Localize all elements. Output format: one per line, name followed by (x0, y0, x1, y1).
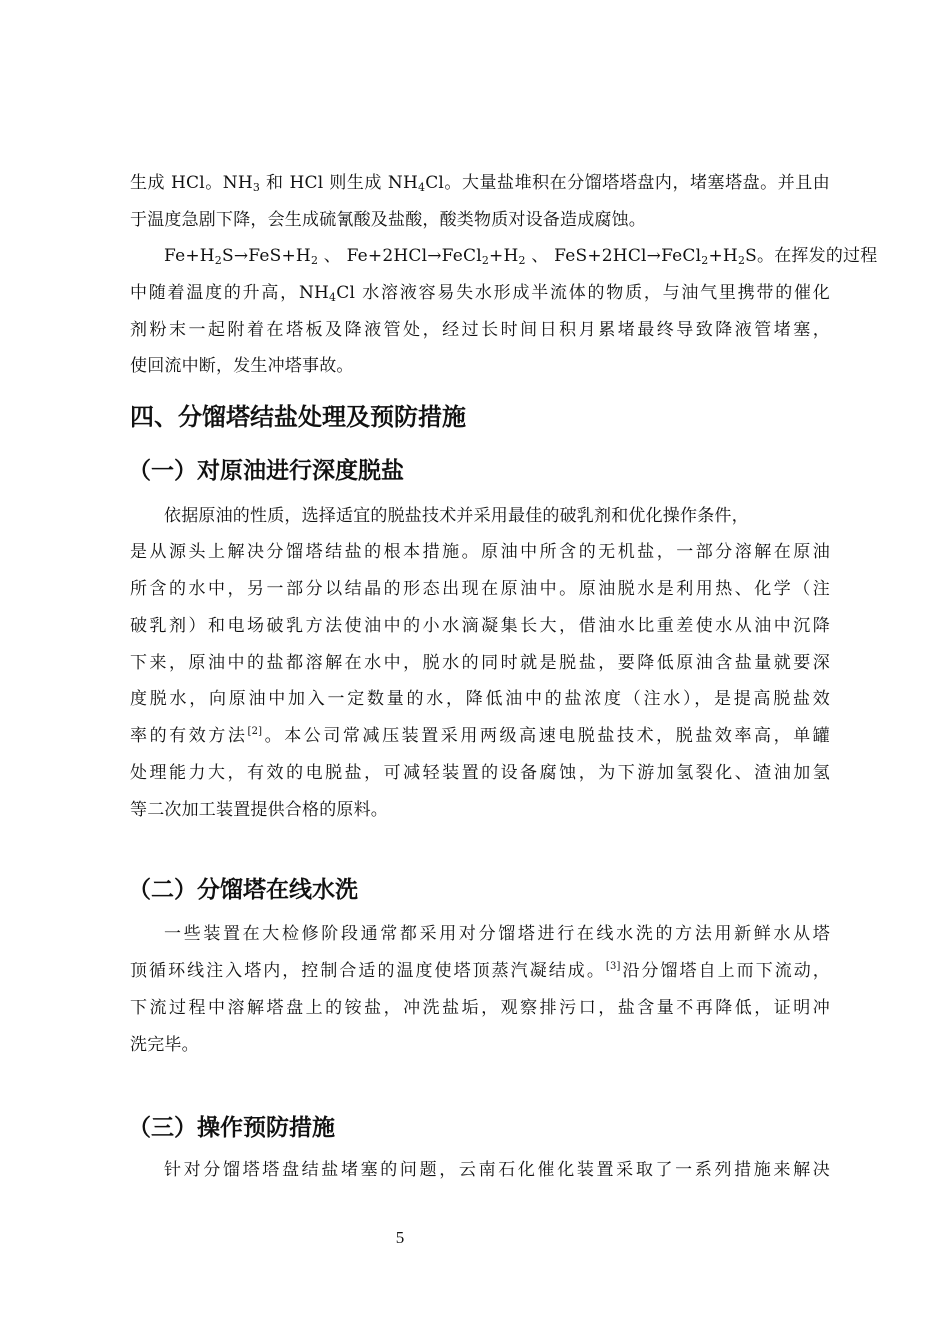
body-text-line: 一些装置在大检修阶段通常都采用对分馏塔进行在线水洗的方法用新鲜水从塔 (164, 924, 830, 944)
body-text-line: 度脱水，向原油中加入一定数量的水，降低油中的盐浓度（注水），是提高脱盐效 (130, 689, 830, 709)
page-number: 5 (395, 1228, 405, 1247)
body-text-line: 顶循环线注入塔内，控制合适的温度使塔顶蒸汽凝结成。[3]沿分馏塔自上而下流动， (130, 961, 831, 981)
body-text-line: 下来，原油中的盐都溶解在水中，脱水的同时就是脱盐，要降低原油含盐量就要深 (130, 653, 830, 673)
body-text-line: 使回流中断，发生冲塔事故。 (130, 356, 354, 376)
reaction-equations-line: $Fe+H_2S\to FeS+H_2$ 、 $Fe+2HCl\to FeCl_2+H_2$ 、 $FeS+2HCl\to FeCl_2+H_2S$。在挥发的过程 (164, 246, 878, 267)
body-text-line: 针对分馏塔塔盘结盐堵塞的问题，云南石化催化装置采取了一系列措施来解决 (164, 1160, 830, 1180)
body-text-line: 破乳剂）和电场破乳方法使油中的小水滴凝集长大，借油水比重差使水从油中沉降 (130, 616, 830, 636)
body-text-line: 中随着温度的升高，$NH_4Cl$ 水溶液容易失水形成半流体的物质，与油气里携带的催化 (130, 283, 830, 304)
subsection-heading: （二）分馏塔在线水洗 (128, 877, 358, 903)
body-text-line: 等二次加工装置提供合格的原料。 (130, 800, 388, 820)
body-text-line: 依据原油的性质，选择适宜的脱盐技术并采用最佳的破乳剂和优化操作条件， (164, 506, 749, 526)
body-text-line: 剂粉末一起附着在塔板及降液管处，经过长时间日积月累堵最终导致降液管堵塞， (130, 320, 830, 340)
body-text-line: 于温度急剧下降，会生成硫氰酸及盐酸，酸类物质对设备造成腐蚀。 (130, 210, 646, 230)
body-text-line: 所含的水中，另一部分以结晶的形态出现在原油中。原油脱水是利用热、化学（注 (130, 579, 830, 599)
body-text-line: 洗完毕。 (130, 1035, 199, 1055)
body-text-line: 处理能力大，有效的电脱盐，可减轻装置的设备腐蚀，为下游加氢裂化、渣油加氢 (130, 763, 830, 783)
body-text-line: 是从源头上解决分馏塔结盐的根本措施。原油中所含的无机盐，一部分溶解在原油 (130, 542, 830, 562)
section-heading: 四、分馏塔结盐处理及预防措施 (130, 403, 466, 431)
body-text-line: 率的有效方法[2]。本公司常减压装置采用两级高速电脱盐技术，脱盐效率高，单罐 (130, 726, 830, 746)
citation-ref: [2] (247, 726, 263, 737)
subsection-heading: （三）操作预防措施 (128, 1115, 335, 1141)
body-text-line: 下流过程中溶解塔盘上的铵盐，冲洗盐垢，观察排污口，盐含量不再降低，证明冲 (130, 998, 830, 1018)
subsection-heading: （一）对原油进行深度脱盐 (128, 458, 404, 484)
body-text-line: 生成 HCl。$NH_3$ 和 HCl 则生成 $NH_4Cl$。大量盐堆积在分馏塔塔盘内，堵塞塔盘。并且由 (130, 173, 830, 194)
citation-ref: [3] (605, 961, 621, 972)
